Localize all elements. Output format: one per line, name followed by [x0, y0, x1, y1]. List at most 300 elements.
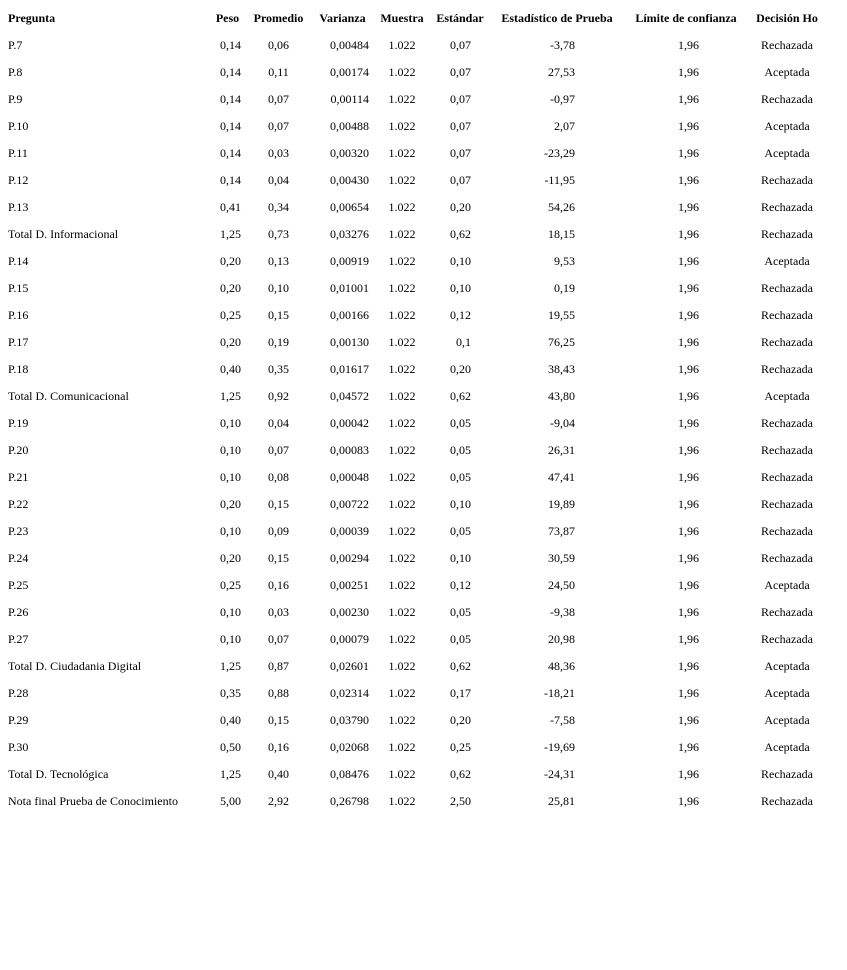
table-row — [4, 221, 827, 248]
cell-decision: Aceptada — [764, 146, 810, 160]
cell-muestra: 1.022 — [388, 497, 416, 511]
cell-varianza: 0,03790 — [330, 713, 369, 727]
cell-varianza: 0,00654 — [330, 200, 369, 214]
cell-estandar: 0,62 — [450, 227, 471, 241]
cell-estadistico: -24,31 — [544, 767, 575, 781]
cell-estadistico: 27,53 — [548, 65, 575, 79]
cell-limite: 1,96 — [678, 632, 699, 646]
cell-estadistico: 0,19 — [554, 281, 575, 295]
cell-decision: Rechazada — [761, 335, 813, 349]
cell-peso: 1,25 — [220, 767, 241, 781]
cell-estadistico: 38,43 — [548, 362, 575, 376]
cell-promedio: 0,11 — [268, 65, 289, 79]
cell-promedio: 0,07 — [268, 92, 289, 106]
cell-promedio: 0,09 — [268, 524, 289, 538]
cell-decision: Aceptada — [764, 578, 810, 592]
cell-limite: 1,96 — [678, 146, 699, 160]
cell-estadistico: 76,25 — [548, 335, 575, 349]
cell-peso: 0,40 — [220, 362, 241, 376]
cell-limite: 1,96 — [678, 524, 699, 538]
table-row — [4, 626, 827, 653]
cell-decision: Aceptada — [764, 740, 810, 754]
cell-estandar: 0,05 — [450, 605, 471, 619]
cell-muestra: 1.022 — [388, 335, 416, 349]
cell-pregunta: P.8 — [8, 65, 23, 79]
cell-muestra: 1.022 — [388, 632, 416, 646]
cell-decision: Rechazada — [761, 497, 813, 511]
cell-muestra: 1.022 — [388, 227, 416, 241]
cell-muestra: 1.022 — [388, 443, 416, 457]
cell-varianza: 0,00230 — [330, 605, 369, 619]
cell-promedio: 0,08 — [268, 470, 289, 484]
cell-limite: 1,96 — [678, 740, 699, 754]
cell-peso: 0,50 — [220, 740, 241, 754]
cell-peso: 0,14 — [220, 65, 241, 79]
cell-peso: 0,10 — [220, 416, 241, 430]
table-row — [4, 464, 827, 491]
table-row — [4, 680, 827, 707]
cell-peso: 0,14 — [220, 119, 241, 133]
cell-peso: 0,20 — [220, 551, 241, 565]
cell-promedio: 0,35 — [268, 362, 289, 376]
cell-peso: 1,25 — [220, 389, 241, 403]
cell-muestra: 1.022 — [388, 605, 416, 619]
statistics-table — [4, 5, 827, 815]
cell-promedio: 0,34 — [268, 200, 289, 214]
cell-estandar: 0,20 — [450, 200, 471, 214]
cell-varianza: 0,26798 — [330, 794, 369, 808]
cell-estandar: 0,05 — [450, 443, 471, 457]
cell-pregunta: P.30 — [8, 740, 29, 754]
cell-varianza: 0,01617 — [330, 362, 369, 376]
cell-estadistico: 24,50 — [548, 578, 575, 592]
cell-decision: Rechazada — [761, 38, 813, 52]
table-row — [4, 518, 827, 545]
cell-promedio: 0,88 — [268, 686, 289, 700]
cell-muestra: 1.022 — [388, 578, 416, 592]
cell-varianza: 0,00166 — [330, 308, 369, 322]
cell-decision: Rechazada — [761, 200, 813, 214]
table-row — [4, 437, 827, 464]
cell-limite: 1,96 — [678, 443, 699, 457]
table-header — [4, 5, 827, 32]
cell-estandar: 0,12 — [450, 578, 471, 592]
cell-estadistico: 54,26 — [548, 200, 575, 214]
cell-pregunta: P.20 — [8, 443, 29, 457]
cell-peso: 1,25 — [220, 659, 241, 673]
cell-muestra: 1.022 — [388, 713, 416, 727]
cell-estandar: 0,25 — [450, 740, 471, 754]
cell-limite: 1,96 — [678, 389, 699, 403]
cell-limite: 1,96 — [678, 92, 699, 106]
cell-pregunta: Total D. Informacional — [8, 227, 119, 241]
cell-limite: 1,96 — [678, 497, 699, 511]
cell-estandar: 0,62 — [450, 659, 471, 673]
cell-promedio: 0,73 — [268, 227, 289, 241]
table-row — [4, 572, 827, 599]
cell-limite: 1,96 — [678, 173, 699, 187]
cell-varianza: 0,00174 — [330, 65, 369, 79]
cell-varianza: 0,00048 — [330, 470, 369, 484]
cell-limite: 1,96 — [678, 713, 699, 727]
cell-peso: 0,10 — [220, 605, 241, 619]
cell-estandar: 0,07 — [450, 38, 471, 52]
cell-estandar: 0,10 — [450, 551, 471, 565]
cell-muestra: 1.022 — [388, 551, 416, 565]
cell-decision: Aceptada — [764, 389, 810, 403]
cell-limite: 1,96 — [678, 65, 699, 79]
cell-varianza: 0,03276 — [330, 227, 369, 241]
cell-decision: Rechazada — [761, 362, 813, 376]
cell-estandar: 0,05 — [450, 416, 471, 430]
cell-limite: 1,96 — [678, 470, 699, 484]
header-decision: Decisión Ho — [756, 11, 818, 25]
cell-promedio: 0,04 — [268, 416, 289, 430]
header-estandar: Estándar — [436, 11, 484, 25]
cell-pregunta: P.28 — [8, 686, 29, 700]
cell-estadistico: 48,36 — [548, 659, 575, 673]
cell-varianza: 0,00919 — [330, 254, 369, 268]
header-peso: Peso — [215, 11, 240, 25]
cell-decision: Rechazada — [761, 443, 813, 457]
cell-promedio: 0,06 — [268, 38, 289, 52]
cell-limite: 1,96 — [678, 659, 699, 673]
cell-pregunta: P.23 — [8, 524, 29, 538]
cell-varianza: 0,01001 — [330, 281, 369, 295]
cell-limite: 1,96 — [678, 578, 699, 592]
cell-estadistico: -19,69 — [544, 740, 575, 754]
cell-muestra: 1.022 — [388, 281, 416, 295]
cell-varianza: 0,04572 — [330, 389, 369, 403]
cell-muestra: 1.022 — [388, 146, 416, 160]
cell-peso: 0,14 — [220, 38, 241, 52]
cell-estadistico: 30,59 — [548, 551, 575, 565]
table-body — [4, 32, 827, 815]
cell-pregunta: Nota final Prueba de Conocimiento — [8, 794, 178, 808]
cell-varianza: 0,00488 — [330, 119, 369, 133]
table-row — [4, 275, 827, 302]
cell-limite: 1,96 — [678, 686, 699, 700]
table-row — [4, 491, 827, 518]
cell-decision: Aceptada — [764, 254, 810, 268]
table-row — [4, 140, 827, 167]
cell-promedio: 0,16 — [268, 740, 289, 754]
cell-varianza: 0,00130 — [330, 335, 369, 349]
cell-muestra: 1.022 — [388, 65, 416, 79]
cell-estadistico: 47,41 — [548, 470, 575, 484]
cell-pregunta: Total D. Tecnológica — [8, 767, 109, 781]
header-limite: Límite de confianza — [635, 11, 737, 25]
cell-estadistico: -23,29 — [544, 146, 575, 160]
cell-decision: Rechazada — [761, 227, 813, 241]
cell-estandar: 0,10 — [450, 497, 471, 511]
cell-promedio: 0,03 — [268, 605, 289, 619]
table-row — [4, 707, 827, 734]
cell-varianza: 0,00294 — [330, 551, 369, 565]
table-row — [4, 788, 827, 815]
cell-estandar: 0,05 — [450, 470, 471, 484]
cell-varianza: 0,00114 — [330, 92, 369, 106]
cell-estandar: 0,07 — [450, 173, 471, 187]
cell-varianza: 0,08476 — [330, 767, 369, 781]
cell-limite: 1,96 — [678, 794, 699, 808]
cell-decision: Aceptada — [764, 65, 810, 79]
cell-peso: 0,25 — [220, 308, 241, 322]
cell-estadistico: 73,87 — [548, 524, 575, 538]
cell-estandar: 0,07 — [450, 92, 471, 106]
cell-estandar: 0,07 — [450, 119, 471, 133]
cell-promedio: 0,13 — [268, 254, 289, 268]
cell-limite: 1,96 — [678, 254, 699, 268]
cell-estadistico: -7,58 — [550, 713, 575, 727]
cell-estandar: 0,05 — [450, 524, 471, 538]
cell-estadistico: 18,15 — [548, 227, 575, 241]
cell-muestra: 1.022 — [388, 740, 416, 754]
cell-muestra: 1.022 — [388, 200, 416, 214]
cell-peso: 0,20 — [220, 254, 241, 268]
cell-estadistico: 26,31 — [548, 443, 575, 457]
cell-limite: 1,96 — [678, 767, 699, 781]
cell-estadistico: -11,95 — [544, 173, 575, 187]
cell-peso: 0,10 — [220, 632, 241, 646]
cell-peso: 0,14 — [220, 146, 241, 160]
cell-varianza: 0,00039 — [330, 524, 369, 538]
cell-estadistico: 19,89 — [548, 497, 575, 511]
cell-limite: 1,96 — [678, 227, 699, 241]
cell-limite: 1,96 — [678, 281, 699, 295]
header-row — [4, 5, 827, 32]
cell-limite: 1,96 — [678, 200, 699, 214]
table-row — [4, 194, 827, 221]
cell-limite: 1,96 — [678, 605, 699, 619]
cell-estandar: 0,10 — [450, 254, 471, 268]
cell-peso: 0,10 — [220, 443, 241, 457]
cell-pregunta: P.22 — [8, 497, 29, 511]
cell-decision: Aceptada — [764, 119, 810, 133]
cell-pregunta: P.14 — [8, 254, 29, 268]
cell-pregunta: P.27 — [8, 632, 29, 646]
cell-muestra: 1.022 — [388, 767, 416, 781]
cell-peso: 0,40 — [220, 713, 241, 727]
cell-pregunta: P.25 — [8, 578, 29, 592]
cell-limite: 1,96 — [678, 416, 699, 430]
cell-varianza: 0,00722 — [330, 497, 369, 511]
cell-promedio: 0,07 — [268, 443, 289, 457]
table-row — [4, 86, 827, 113]
cell-varianza: 0,00484 — [330, 38, 369, 52]
cell-decision: Rechazada — [761, 416, 813, 430]
cell-estandar: 0,20 — [450, 713, 471, 727]
cell-peso: 0,14 — [220, 173, 241, 187]
table-row — [4, 761, 827, 788]
cell-muestra: 1.022 — [388, 308, 416, 322]
cell-estandar: 0,10 — [450, 281, 471, 295]
cell-decision: Rechazada — [761, 767, 813, 781]
cell-pregunta: P.16 — [8, 308, 29, 322]
cell-peso: 0,25 — [220, 578, 241, 592]
cell-pregunta: P.13 — [8, 200, 29, 214]
cell-muestra: 1.022 — [388, 659, 416, 673]
cell-pregunta: Total D. Comunicacional — [8, 389, 129, 403]
cell-decision: Rechazada — [761, 173, 813, 187]
cell-estadistico: 9,53 — [554, 254, 575, 268]
cell-pregunta: P.26 — [8, 605, 29, 619]
cell-varianza: 0,00083 — [330, 443, 369, 457]
cell-pregunta: P.9 — [8, 92, 23, 106]
cell-varianza: 0,02314 — [330, 686, 369, 700]
cell-limite: 1,96 — [678, 551, 699, 565]
cell-estandar: 0,20 — [450, 362, 471, 376]
cell-peso: 0,35 — [220, 686, 241, 700]
cell-promedio: 0,03 — [268, 146, 289, 160]
cell-peso: 5,00 — [220, 794, 241, 808]
cell-estadistico: -18,21 — [544, 686, 575, 700]
cell-promedio: 2,92 — [268, 794, 289, 808]
table-row — [4, 545, 827, 572]
cell-estandar: 0,07 — [450, 146, 471, 160]
cell-pregunta: P.18 — [8, 362, 29, 376]
cell-peso: 0,10 — [220, 524, 241, 538]
table-row — [4, 167, 827, 194]
cell-peso: 0,10 — [220, 470, 241, 484]
cell-limite: 1,96 — [678, 38, 699, 52]
cell-decision: Rechazada — [761, 794, 813, 808]
cell-muestra: 1.022 — [388, 524, 416, 538]
cell-estandar: 0,07 — [450, 65, 471, 79]
cell-muestra: 1.022 — [388, 416, 416, 430]
cell-peso: 0,20 — [220, 497, 241, 511]
cell-muestra: 1.022 — [388, 92, 416, 106]
cell-muestra: 1.022 — [388, 470, 416, 484]
table-row — [4, 653, 827, 680]
cell-estandar: 0,62 — [450, 767, 471, 781]
table-row — [4, 734, 827, 761]
cell-varianza: 0,00320 — [330, 146, 369, 160]
cell-pregunta: P.29 — [8, 713, 29, 727]
cell-estadistico: 2,07 — [554, 119, 575, 133]
cell-decision: Aceptada — [764, 686, 810, 700]
cell-promedio: 0,15 — [268, 551, 289, 565]
cell-decision: Rechazada — [761, 632, 813, 646]
header-pregunta: Pregunta — [8, 11, 56, 25]
cell-peso: 0,41 — [220, 200, 241, 214]
table-row — [4, 410, 827, 437]
cell-varianza: 0,02601 — [330, 659, 369, 673]
cell-peso: 0,14 — [220, 92, 241, 106]
cell-promedio: 0,10 — [268, 281, 289, 295]
cell-promedio: 0,92 — [268, 389, 289, 403]
cell-promedio: 0,16 — [268, 578, 289, 592]
cell-varianza: 0,00430 — [330, 173, 369, 187]
cell-estandar: 0,05 — [450, 632, 471, 646]
cell-decision: Rechazada — [761, 605, 813, 619]
header-estadistico: Estadístico de Prueba — [501, 11, 613, 25]
cell-promedio: 0,40 — [268, 767, 289, 781]
cell-pregunta: P.19 — [8, 416, 29, 430]
header-varianza: Varianza — [319, 11, 366, 25]
table-row — [4, 383, 827, 410]
cell-estadistico: -9,04 — [550, 416, 575, 430]
cell-promedio: 0,04 — [268, 173, 289, 187]
cell-estandar: 2,50 — [450, 794, 471, 808]
table-row — [4, 113, 827, 140]
cell-promedio: 0,07 — [268, 119, 289, 133]
cell-varianza: 0,02068 — [330, 740, 369, 754]
cell-peso: 0,20 — [220, 335, 241, 349]
cell-muestra: 1.022 — [388, 119, 416, 133]
table-row — [4, 248, 827, 275]
table-row — [4, 599, 827, 626]
header-muestra: Muestra — [380, 11, 424, 25]
cell-promedio: 0,19 — [268, 335, 289, 349]
cell-decision: Aceptada — [764, 713, 810, 727]
cell-estadistico: 19,55 — [548, 308, 575, 322]
cell-muestra: 1.022 — [388, 362, 416, 376]
cell-muestra: 1.022 — [388, 389, 416, 403]
cell-varianza: 0,00079 — [330, 632, 369, 646]
cell-estandar: 0,1 — [456, 335, 471, 349]
cell-promedio: 0,87 — [268, 659, 289, 673]
cell-muestra: 1.022 — [388, 38, 416, 52]
table-row — [4, 302, 827, 329]
cell-decision: Aceptada — [764, 659, 810, 673]
cell-pregunta: P.7 — [8, 38, 23, 52]
cell-promedio: 0,15 — [268, 308, 289, 322]
cell-muestra: 1.022 — [388, 173, 416, 187]
cell-decision: Rechazada — [761, 551, 813, 565]
cell-estadistico: -0,97 — [550, 92, 575, 106]
cell-promedio: 0,15 — [268, 713, 289, 727]
cell-pregunta: Total D. Ciudadania Digital — [8, 659, 142, 673]
cell-estandar: 0,62 — [450, 389, 471, 403]
cell-pregunta: P.24 — [8, 551, 29, 565]
cell-estadistico: 20,98 — [548, 632, 575, 646]
cell-muestra: 1.022 — [388, 254, 416, 268]
cell-limite: 1,96 — [678, 335, 699, 349]
cell-limite: 1,96 — [678, 362, 699, 376]
cell-varianza: 0,00251 — [330, 578, 369, 592]
cell-pregunta: P.10 — [8, 119, 29, 133]
cell-estadistico: 43,80 — [548, 389, 575, 403]
cell-estadistico: -9,38 — [550, 605, 575, 619]
table-row — [4, 32, 827, 59]
cell-decision: Rechazada — [761, 524, 813, 538]
cell-pregunta: P.12 — [8, 173, 29, 187]
table-row — [4, 356, 827, 383]
cell-muestra: 1.022 — [388, 686, 416, 700]
cell-estadistico: 25,81 — [548, 794, 575, 808]
cell-promedio: 0,15 — [268, 497, 289, 511]
cell-peso: 0,20 — [220, 281, 241, 295]
cell-decision: Rechazada — [761, 470, 813, 484]
cell-varianza: 0,00042 — [330, 416, 369, 430]
cell-pregunta: P.21 — [8, 470, 29, 484]
table-row — [4, 59, 827, 86]
cell-limite: 1,96 — [678, 119, 699, 133]
cell-muestra: 1.022 — [388, 794, 416, 808]
cell-estandar: 0,17 — [450, 686, 471, 700]
cell-pregunta: P.17 — [8, 335, 29, 349]
header-promedio: Promedio — [253, 11, 304, 25]
cell-limite: 1,96 — [678, 308, 699, 322]
cell-estadistico: -3,78 — [550, 38, 575, 52]
cell-peso: 1,25 — [220, 227, 241, 241]
cell-decision: Rechazada — [761, 281, 813, 295]
cell-estandar: 0,12 — [450, 308, 471, 322]
cell-decision: Rechazada — [761, 92, 813, 106]
cell-promedio: 0,07 — [268, 632, 289, 646]
table-row — [4, 329, 827, 356]
